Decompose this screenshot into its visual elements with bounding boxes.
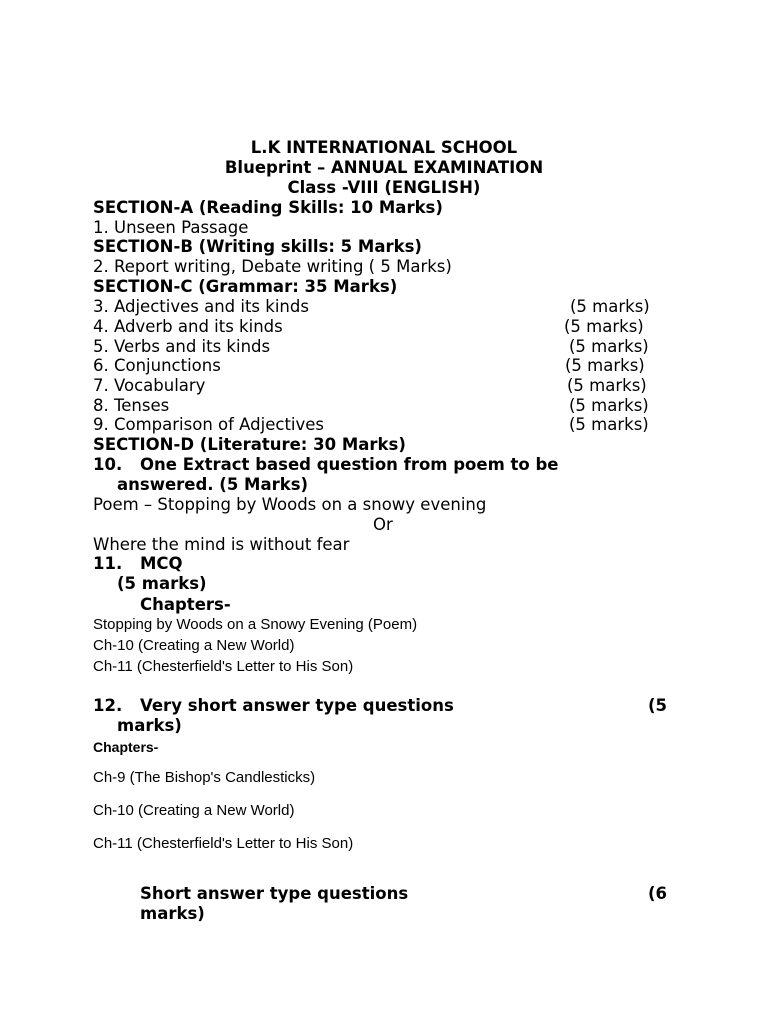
question-12-marks-cont: marks): [117, 716, 182, 735]
chapter-item: Stopping by Woods on a Snowy Evening (Poem): [93, 616, 418, 633]
grammar-item-marks: (5 marks): [569, 396, 649, 415]
grammar-item-marks: (5 marks): [565, 356, 645, 375]
question-number: 10.: [93, 455, 123, 474]
chapter-item: Ch-10 (Creating a New World): [93, 637, 295, 654]
chapter-item: Ch-11 (Chesterfield's Letter to His Son): [93, 658, 354, 675]
class-subject: Class -VIII (ENGLISH): [287, 178, 481, 197]
grammar-item-marks: (5 marks): [564, 317, 644, 336]
question-10: [93, 455, 558, 475]
question-12-chapters-label: Chapters-: [93, 739, 159, 755]
or-separator: Or: [373, 515, 393, 534]
document-title: Blueprint – ANNUAL EXAMINATION: [224, 158, 544, 177]
question-12-label: Very short answer type questions: [140, 696, 454, 715]
section-a-item: 1. Unseen Passage: [93, 218, 249, 237]
question-12-marks: (5: [648, 696, 668, 715]
chapter-item: Ch-10 (Creating a New World): [93, 802, 295, 819]
section-c-heading: SECTION-C (Grammar: 35 Marks): [93, 277, 398, 296]
section-d-heading: SECTION-D (Literature: 30 Marks): [93, 435, 406, 454]
section-a-heading: SECTION-A (Reading Skills: 10 Marks): [93, 198, 443, 217]
grammar-item: 7. Vocabulary: [93, 376, 206, 395]
grammar-item: 9. Comparison of Adjectives: [93, 415, 325, 434]
section-b-item: 2. Report writing, Debate writing ( 5 Marks): [93, 257, 452, 276]
poem-option-2: Where the mind is without fear: [93, 535, 350, 554]
poem-option-1: Poem – Stopping by Woods on a snowy evening: [93, 495, 487, 514]
grammar-item-marks: (5 marks): [569, 337, 649, 356]
grammar-item: 8. Tenses: [93, 396, 170, 415]
question-11: [93, 554, 183, 574]
grammar-item-marks: (5 marks): [569, 415, 649, 434]
grammar-item-marks: (5 marks): [567, 376, 647, 395]
grammar-item: 3. Adjectives and its kinds: [93, 297, 309, 316]
grammar-item-marks: (5 marks): [570, 297, 650, 316]
school-name: L.K INTERNATIONAL SCHOOL: [250, 138, 518, 157]
question-12: [93, 696, 454, 716]
short-answer-heading: Short answer type questions: [140, 884, 409, 903]
chapter-item: Ch-9 (The Bishop's Candlesticks): [93, 769, 316, 786]
question-11-chapters-label: Chapters-: [140, 595, 231, 614]
question-11-marks: (5 marks): [117, 574, 207, 593]
question-10-marks: answered. (5 Marks): [117, 475, 309, 494]
section-b-heading: SECTION-B (Writing skills: 5 Marks): [93, 237, 422, 256]
short-answer-marks-cont: marks): [140, 904, 205, 923]
grammar-item: 4. Adverb and its kinds: [93, 317, 283, 336]
question-number: 11.: [93, 554, 123, 573]
question-11-label: MCQ: [140, 554, 183, 573]
question-number: 12.: [93, 696, 123, 715]
question-10-text: One Extract based question from poem to be: [140, 455, 559, 474]
chapter-item: Ch-11 (Chesterfield's Letter to His Son): [93, 835, 354, 852]
grammar-item: 5. Verbs and its kinds: [93, 337, 271, 356]
short-answer-marks: (6: [648, 884, 668, 903]
grammar-item: 6. Conjunctions: [93, 356, 221, 375]
